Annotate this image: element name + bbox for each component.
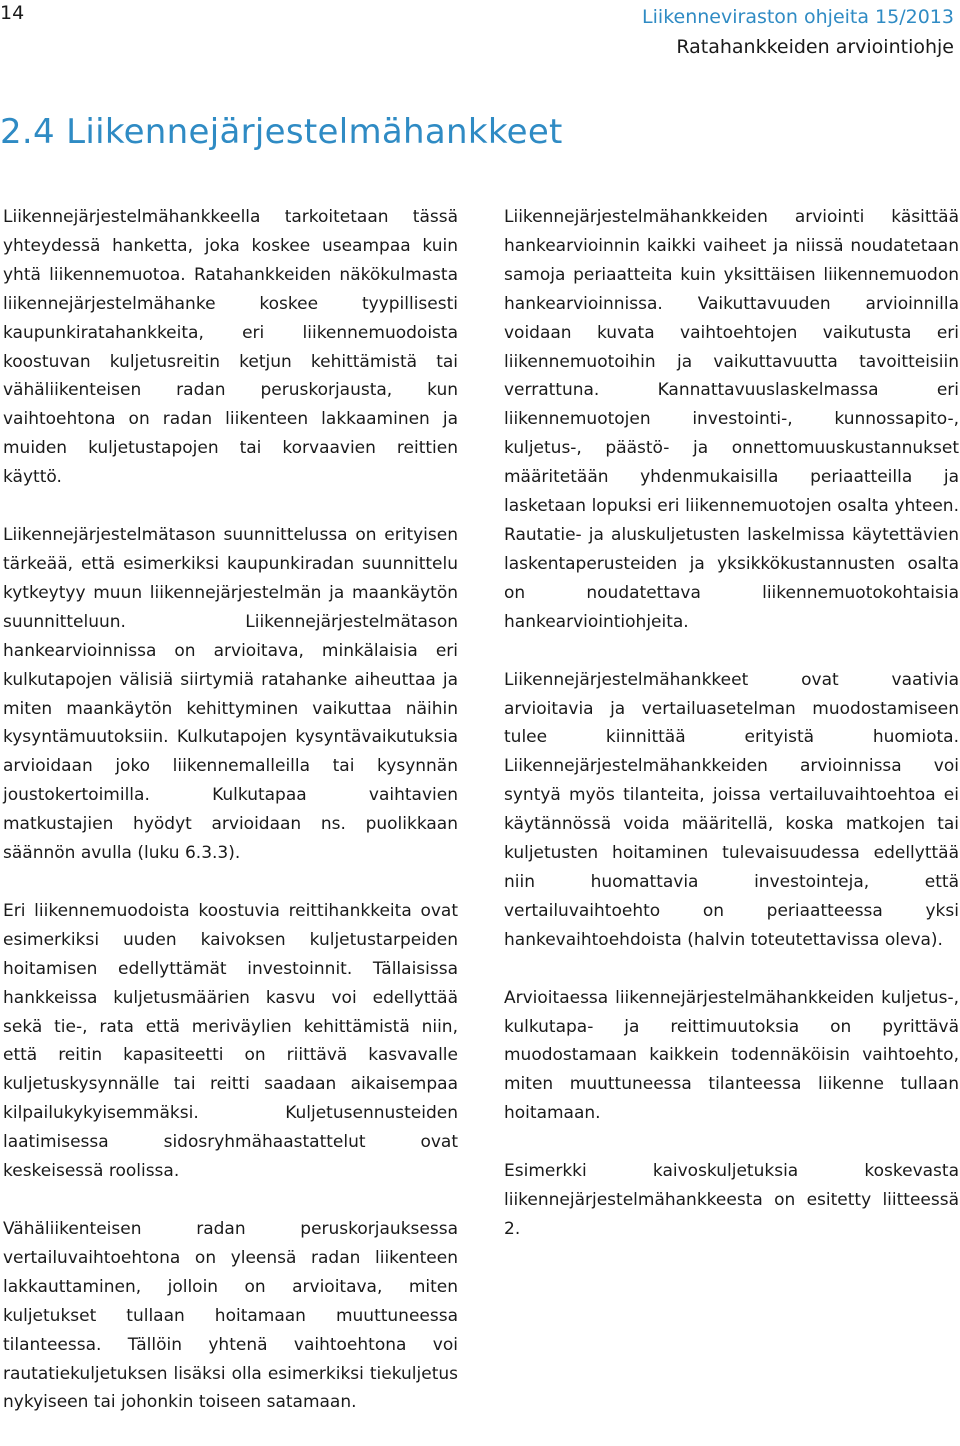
section-heading: 2.4 Liikennejärjestelmähankkeet (0, 112, 563, 152)
left-column (3, 203, 458, 1446)
paragraph: Arvioitaessa liikennejärjestelmähankkeiden kuljetus-, kulkutapa- ja reittimuutoksia on pyrittävä muodostamaan kaikkein todennäköisin vaihtoehto, miten muuttuneessa tilanteessa liikenne tullaan hoitamaan. (504, 987, 959, 1124)
running-header (642, 2, 954, 62)
publication-subtitle: Ratahankkeiden arviointiohje (676, 36, 954, 58)
paragraph: Liikennejärjestelmähankkeella tarkoitetaan tässä yhteydessä hanketta, joka koskee useampaa kuin yhtä liikennemuotoa. Ratahankkeiden näkökulmasta liikennejärjestelmähanke koskee tyypillisesti kaupunkiratahankkeita, eri liikennemuodoista koostuvan kuljetusreitin ketjun kehittämistä tai vähäliikenteisen radan peruskorjausta, kun vaihtoehtona on radan liikenteen lakkaaminen ja muiden kuljetustapojen tai korvaavien reittien käyttö. (3, 207, 458, 488)
publication-series: Liikenneviraston ohjeita 15/2013 (642, 6, 954, 28)
paragraph: Vähäliikenteisen radan peruskorjauksessa vertailuvaihtoehtona on yleensä radan liikenteen lakkauttaminen, jolloin on arvioitava, miten kuljetukset tullaan hoitamaan muuttuneessa tilanteessa. Tällöin yhtenä vaihtoehtona voi rautatiekuljetuksen lisäksi olla esimerkiksi tiekuljetus nykyiseen tai johonkin toiseen satamaan. (3, 1219, 458, 1413)
paragraph: Liikennejärjestelmähankkeet ovat vaativia arvioitavia ja vertailuasetelman muodostamiseen tulee kiinnittää erityistä huomiota. Liikennejärjestelmähankkeiden arvioinnissa voi syntyä myös tilanteita, joissa vertailuvaihtoehtoa ei käytännössä voida määritellä, koska matkojen tai kuljetusten hoitaminen tulevaisuudessa edellyttää niin huomattavia investointeja, että vertailuvaihtoehto on periaatteessa yksi hankevaihtoehdoista (halvin toteutettavissa oleva). (504, 669, 959, 950)
right-column (504, 203, 959, 1273)
page-number: 14 (0, 2, 25, 24)
paragraph: Eri liikennemuodoista koostuvia reittihankkeita ovat esimerkiksi uuden kaivoksen kuljetustarpeiden hoitamisen edellyttämät investoinnit. Tällaisissa hankkeissa kuljetusmäärien kasvu voi edellyttää sekä tie-, rata että meriväylien kehittämistä niin, että reitin kapasiteetti on riittävä kasvavalle kuljetuskysynnälle tai reitti saadaan aikaisempaa kilpailukykyisemmäksi. Kuljetusennusteiden laatimisessa sidosryhmähaastattelut ovat keskeisessä roolissa. (3, 900, 458, 1182)
paragraph: Liikennejärjestelmätason suunnittelussa on erityisen tärkeää, että esimerkiksi kaupunkiradan suunnittelu kytkeytyy muun liikennejärjestelmän ja maankäytön suunnitteluun. Liikennejärjestelmätason hankearvioinnissa on arvioitava, minkälaisia eri kulkutapojen välisiä siirtymiä ratahanke aiheuttaa ja miten maankäytön kehittyminen vaikuttaa näihin kysyntämuutoksiin. Kulkutapojen kysyntävaikutuksia arvioidaan joko liikennemalleilla tai kysynnän joustokertoimilla. Kulkutapaa vaihtavien matkustajien hyödyt arvioidaan ns. puolikkaan säännön avulla (luku 6.3.3). (3, 525, 458, 864)
paragraph: Esimerkki kaivoskuljetuksia koskevasta liikennejärjestelmähankkeesta on esitetty liitteessä 2. (504, 1161, 959, 1239)
paragraph: Liikennejärjestelmähankkeiden arviointi käsittää hankearvioinnin kaikki vaiheet ja niissä noudatetaan samoja periaatteita kuin yksittäisen liikennemuodon hankearvioinnissa. Vaikuttavuuden arvioinnilla voidaan kuvata vaihtoehtojen vaikutusta eri liikennemuotoihin ja vaikuttavuutta tavoitteisiin verrattuna. Kannattavuuslaskelmassa eri liikennemuotojen investointi-, kunnossapito-, kuljetus-, päästö- ja onnettomuuskustannukset määritetään yhdenmukaisilla periaatteilla ja lasketaan lopuksi eri liikennemuotojen osalta yhteen. Rautatie- ja aluskuljetusten laskelmissa käytettävien laskentaperusteiden ja yksikkökustannusten osalta on noudatettava liikennemuotokohtaisia hankearviointiohjeita. (504, 207, 959, 632)
